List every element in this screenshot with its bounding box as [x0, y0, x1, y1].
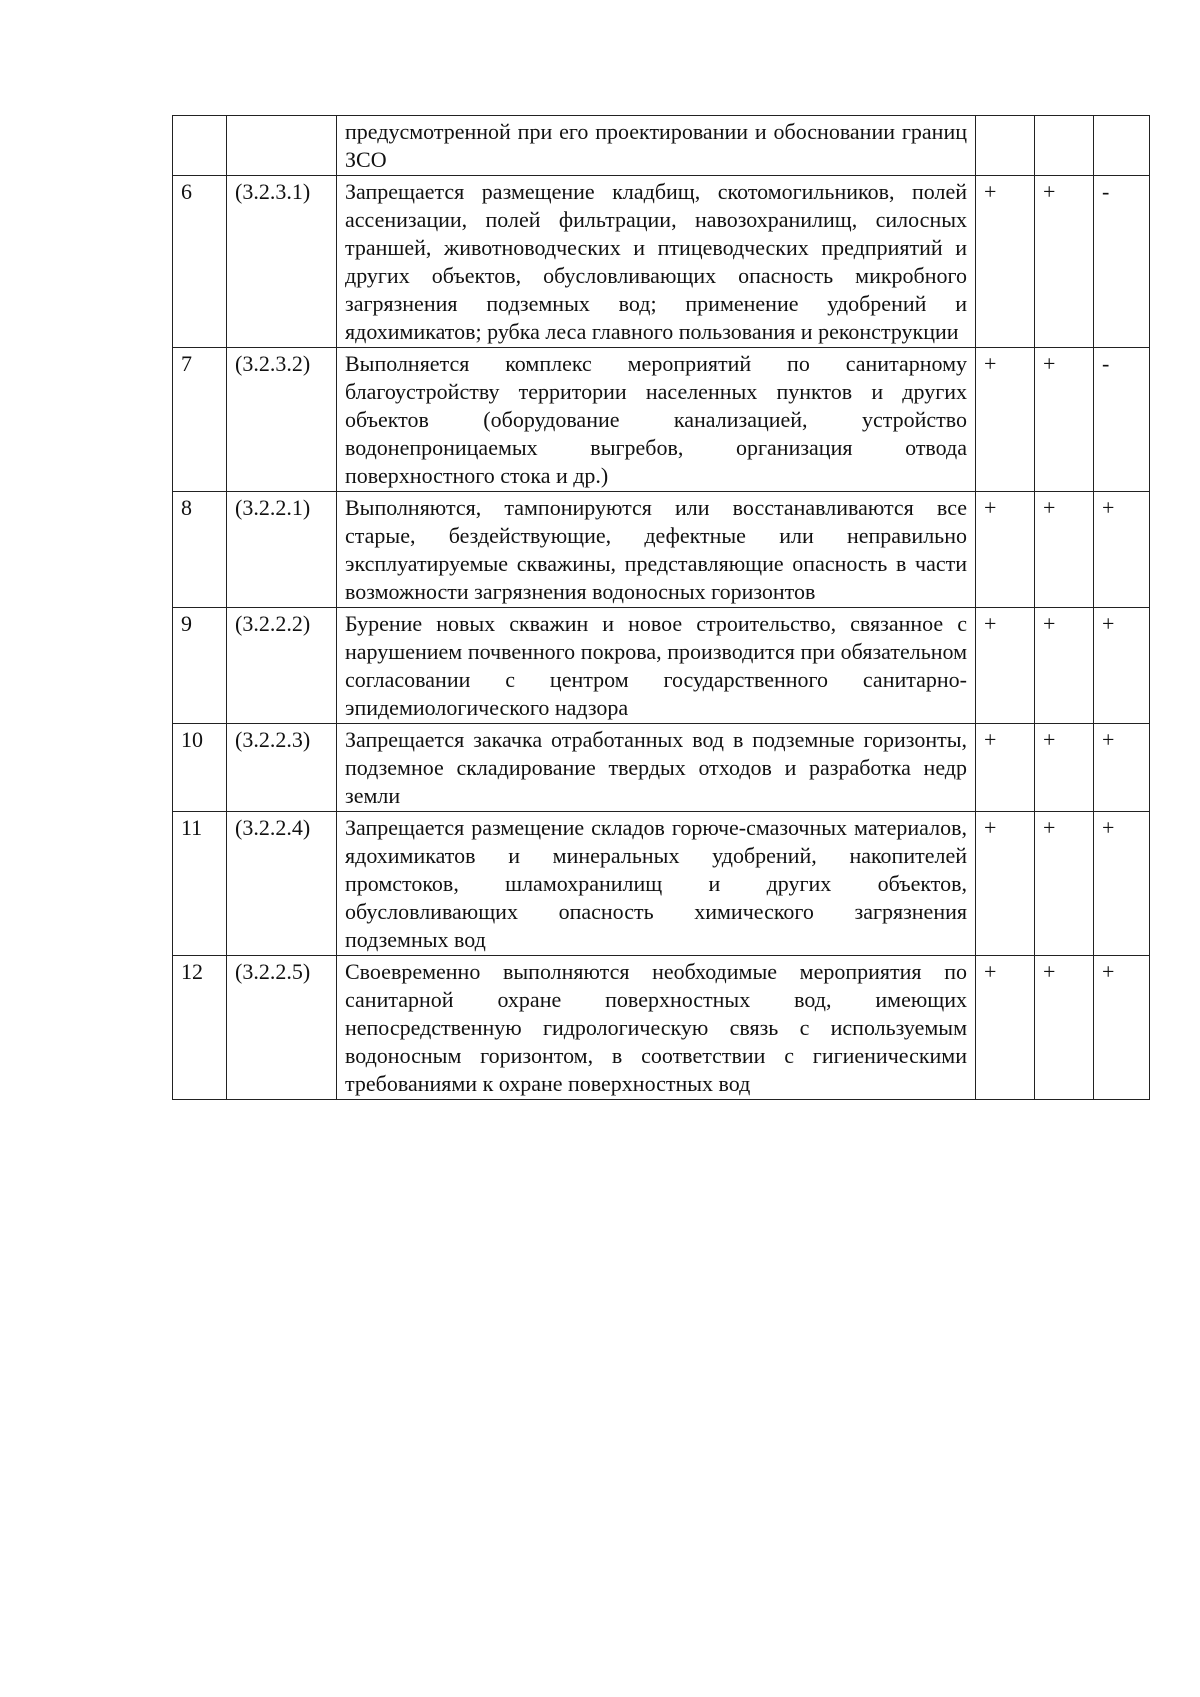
mark-cell-2: + — [1035, 608, 1094, 724]
row-number-cell: 11 — [173, 812, 227, 956]
mark-cell-1: + — [976, 608, 1035, 724]
requirement-text-cell: Запрещается размещение кладбищ, скотомогильников, полей ассенизации, полей фильтрации, навозохранилищ, силосных траншей, животноводческих и птицеводческих предприятий и других объектов, обусловливающих опасность микробного загрязнения подземных вод; применение удобрений и ядохимикатов; рубка леса главного пользования и реконструкции — [337, 176, 976, 348]
clause-reference-cell: (3.2.2.5) — [227, 956, 337, 1100]
clause-reference-cell — [227, 116, 337, 176]
table-row — [173, 176, 1150, 348]
row-number-cell: 12 — [173, 956, 227, 1100]
mark-cell-3: + — [1094, 724, 1150, 812]
row-number-cell: 8 — [173, 492, 227, 608]
mark-cell-3: + — [1094, 956, 1150, 1100]
clause-reference-cell: (3.2.2.1) — [227, 492, 337, 608]
clause-reference-cell: (3.2.2.4) — [227, 812, 337, 956]
mark-cell-3: - — [1094, 348, 1150, 492]
table-row — [173, 116, 1150, 176]
clause-reference-cell: (3.2.3.1) — [227, 176, 337, 348]
requirement-text-cell: Запрещается закачка отработанных вод в подземные горизонты, подземное складирование твердых отходов и разработка недр земли — [337, 724, 976, 812]
mark-cell-2: + — [1035, 724, 1094, 812]
row-number-cell — [173, 116, 227, 176]
requirement-text-cell: Бурение новых скважин и новое строительство, связанное с нарушением почвенного покрова, производится при обязательном согласовании с центром государственного санитарно-эпидемиологического надзора — [337, 608, 976, 724]
mark-cell-3: + — [1094, 812, 1150, 956]
row-number-cell: 7 — [173, 348, 227, 492]
table-body — [173, 116, 1150, 1100]
mark-cell-2: + — [1035, 812, 1094, 956]
requirement-text-cell: Запрещается размещение складов горюче-смазочных материалов, ядохимикатов и минеральных удобрений, накопителей промстоков, шламохранилищ и других объектов, обусловливающих опасность химического загрязнения подземных вод — [337, 812, 976, 956]
table-row — [173, 348, 1150, 492]
table-row — [173, 608, 1150, 724]
mark-cell-3: + — [1094, 492, 1150, 608]
clause-reference-cell: (3.2.2.3) — [227, 724, 337, 812]
mark-cell-3 — [1094, 116, 1150, 176]
requirement-text-cell: Выполняется комплекс мероприятий по санитарному благоустройству территории населенных пунктов и других объектов (оборудование канализацией, устройство водонепроницаемых выгребов, организация отвода поверхностного стока и др.) — [337, 348, 976, 492]
mark-cell-1: + — [976, 724, 1035, 812]
mark-cell-1 — [976, 116, 1035, 176]
mark-cell-1: + — [976, 956, 1035, 1100]
mark-cell-1: + — [976, 176, 1035, 348]
row-number-cell: 10 — [173, 724, 227, 812]
table-row — [173, 956, 1150, 1100]
requirement-text-cell: Своевременно выполняются необходимые мероприятия по санитарной охране поверхностных вод, имеющих непосредственную гидрологическую связь с используемым водоносным горизонтом, в соответствии с гигиеническими требованиями к охране поверхностных вод — [337, 956, 976, 1100]
mark-cell-3: - — [1094, 176, 1150, 348]
mark-cell-2: + — [1035, 176, 1094, 348]
row-number-cell: 6 — [173, 176, 227, 348]
mark-cell-2: + — [1035, 348, 1094, 492]
table-row — [173, 812, 1150, 956]
mark-cell-2: + — [1035, 492, 1094, 608]
mark-cell-2 — [1035, 116, 1094, 176]
table-row — [173, 492, 1150, 608]
requirements-table — [172, 115, 1150, 1100]
mark-cell-2: + — [1035, 956, 1094, 1100]
mark-cell-1: + — [976, 348, 1035, 492]
clause-reference-cell: (3.2.3.2) — [227, 348, 337, 492]
requirement-text-cell: Выполняются, тампонируются или восстанавливаются все старые, бездействующие, дефектные или неправильно эксплуатируемые скважины, представляющие опасность в части возможности загрязнения водоносных горизонтов — [337, 492, 976, 608]
table-row — [173, 724, 1150, 812]
mark-cell-1: + — [976, 812, 1035, 956]
clause-reference-cell: (3.2.2.2) — [227, 608, 337, 724]
row-number-cell: 9 — [173, 608, 227, 724]
mark-cell-1: + — [976, 492, 1035, 608]
mark-cell-3: + — [1094, 608, 1150, 724]
requirement-text-cell: предусмотренной при его проектировании и обосновании границ ЗСО — [337, 116, 976, 176]
